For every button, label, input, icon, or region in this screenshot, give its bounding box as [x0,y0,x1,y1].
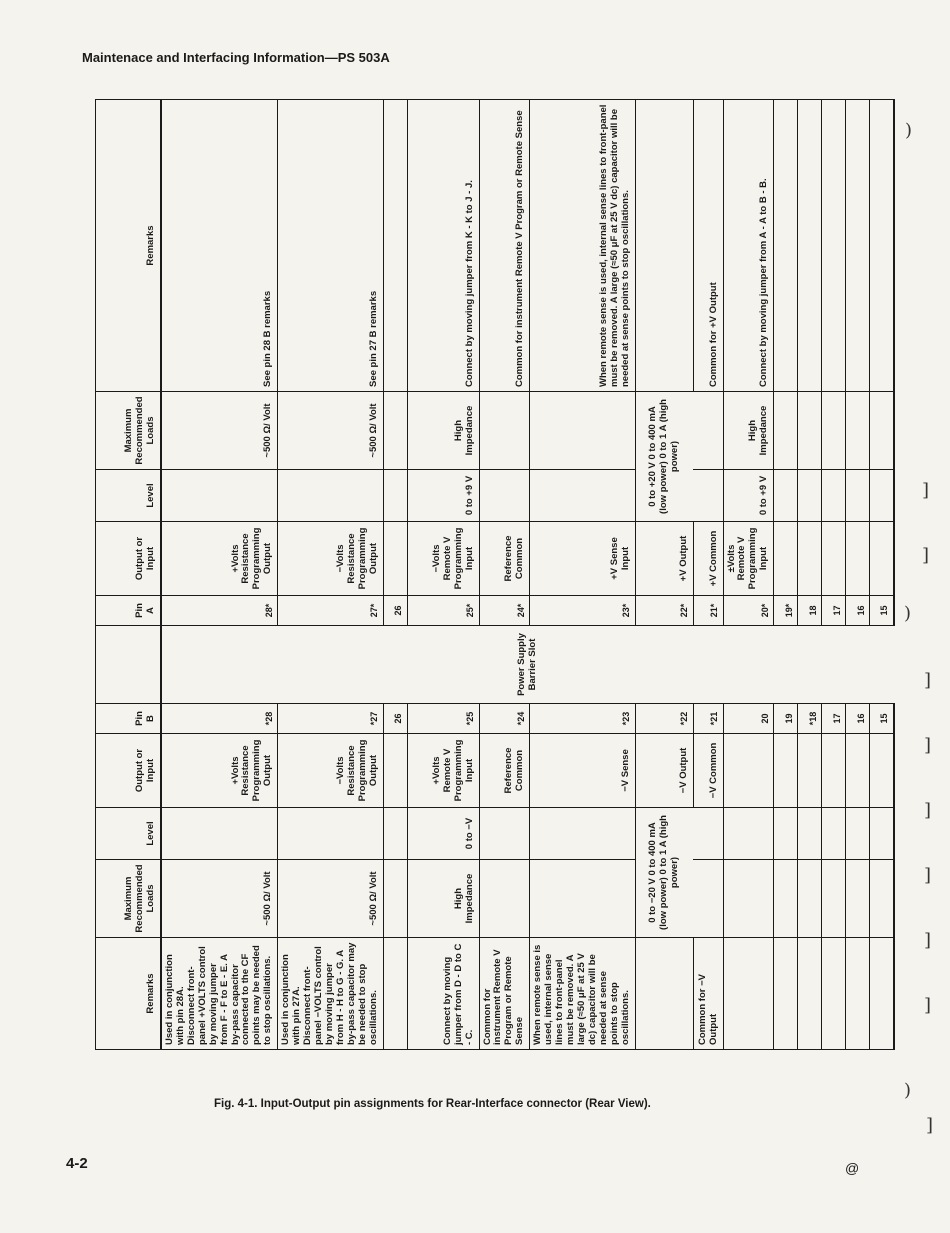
remark-cell: Common for instrument Remote V Program or Remote Sense [479,100,530,392]
load-cell [479,860,530,938]
level-cell [479,470,530,522]
pin-assignment-table [95,99,895,1050]
load-cell [723,860,774,938]
margin-bracket-icon: ] [922,545,930,566]
level-cell [530,470,635,522]
io-cell [383,522,407,596]
io-cell [798,522,822,596]
pin-table-frame [95,100,890,1050]
io-cell: Reference Common [479,734,530,808]
io-cell [723,734,774,808]
load-cell [774,392,798,470]
table-row [723,100,774,1050]
level-cell [798,470,822,522]
remark-cell: Common for +V Output [693,100,723,392]
table-row [870,100,894,1050]
load-cell [693,392,723,470]
pin-b-cell: *24 [479,704,530,734]
remark-cell: Used in conjunction with pin 28A. Disconnect front-panel +VOLTS control by moving jumper from F - F to E - E. A by-pass capacitor connected to the CF points may be needed to stop oscillations. [161,938,278,1050]
pin-a-cell: 18 [798,596,822,626]
load-cell [846,392,870,470]
level-cell [161,808,278,860]
level-cell [693,470,723,522]
io-cell: +Volts Resistance Programming Output [161,522,278,596]
io-cell: +Volts Remote V Programming Input [407,734,479,808]
remark-cell: Connect by moving jumper from K - K to J - J. [407,100,479,392]
output-range-cell: 0 to +20 V 0 to 400 mA (low power) 0 to 1 A (high power) [635,392,693,522]
level-cell [383,808,407,860]
io-cell: −V Common [693,734,723,808]
remark-cell [846,100,870,392]
margin-bracket-icon: ) [904,1080,912,1101]
col-header: Pin B [96,704,162,734]
pin-a-cell: 22* [635,596,693,626]
remark-cell [870,938,894,1050]
io-cell: +V Sense Input [530,522,635,596]
table-row [407,100,479,1050]
pin-a-cell: 17 [822,596,846,626]
load-cell: ~500 Ω/ Volt [278,392,383,470]
load-cell [822,392,846,470]
corner-mark: @ [845,1160,860,1176]
margin-bracket-icon: ] [922,480,930,501]
pin-b-cell: *27 [278,704,383,734]
table-row [846,100,870,1050]
pin-b-cell: *23 [530,704,635,734]
barrier-header [96,626,162,704]
io-cell [798,734,822,808]
col-header: Pin A [96,596,162,626]
remark-cell [846,938,870,1050]
pin-a-cell: 21* [693,596,723,626]
pin-a-cell: 19* [774,596,798,626]
table-row [693,100,723,1050]
remark-cell: Common for −V Output [693,938,723,1050]
margin-bracket-icon: ) [904,603,912,624]
margin-bracket-icon: ] [924,735,932,756]
load-cell: High Impedance [723,392,774,470]
remark-cell [635,100,693,392]
margin-bracket-icon: ] [924,930,932,951]
io-cell: −V Sense [530,734,635,808]
io-cell: −V Output [635,734,693,808]
pin-table-rotated [95,100,890,1050]
level-cell [278,470,383,522]
io-cell [822,522,846,596]
io-cell [774,734,798,808]
io-cell [870,522,894,596]
level-cell [822,808,846,860]
remark-cell [383,100,407,392]
table-header-row [96,100,162,1050]
col-header: Output or Input [96,734,162,808]
remark-cell: See pin 28 B remarks [161,100,278,392]
pin-a-cell: 28* [161,596,278,626]
pin-a-cell: 26 [383,596,407,626]
pin-a-cell: 23* [530,596,635,626]
remark-cell [774,938,798,1050]
load-cell: ~500 Ω/ Volt [278,860,383,938]
level-cell [693,808,723,860]
table-row [383,100,407,1050]
remark-cell: Used in conjunction with pin 27A. Disconnect front-panel −VOLTS control by moving jumper from H - H to G - G. A by-pass capacitor may be needed to stop oscillations. [278,938,383,1050]
pin-a-cell: 25* [407,596,479,626]
col-header: Remarks [96,100,162,392]
level-cell: 0 to +9 V [407,470,479,522]
table-row [278,100,383,1050]
level-cell [161,470,278,522]
table-row [774,100,798,1050]
level-cell [846,808,870,860]
load-cell [798,392,822,470]
io-cell [383,734,407,808]
load-cell: High Impedance [407,860,479,938]
pin-b-cell: 16 [846,704,870,734]
load-cell [798,860,822,938]
col-header: Level [96,470,162,522]
remark-cell: Common for instrument Remote V Program or Remote Sense [479,938,530,1050]
pin-b-cell: *25 [407,704,479,734]
io-cell: +Volts Resistance Programming Output [161,734,278,808]
margin-bracket-icon: ) [905,120,913,141]
table-row [822,100,846,1050]
io-cell: +V Common [693,522,723,596]
pin-a-cell: 20* [723,596,774,626]
level-cell [774,470,798,522]
pin-a-cell: 24* [479,596,530,626]
page-header: Maintenace and Interfacing Information—PS 503A [82,50,390,65]
barrier-slot-cell: Power Supply Barrier Slot [161,626,894,704]
io-cell: −Volts Remote V Programming Input [407,522,479,596]
level-cell [530,808,635,860]
table-row [798,100,822,1050]
io-cell [846,522,870,596]
load-cell: High Impedance [407,392,479,470]
table-row [635,100,693,1050]
remark-cell [798,100,822,392]
figure-caption: Fig. 4-1. Input-Output pin assignments for Rear-Interface connector (Rear View). [214,1098,651,1110]
load-cell [870,392,894,470]
remark-cell [774,100,798,392]
remark-cell: Connect by moving jumper from A - A to B - B. [723,100,774,392]
remark-cell [635,938,693,1050]
level-cell [870,808,894,860]
io-cell [846,734,870,808]
margin-bracket-icon: ] [926,1115,934,1136]
load-cell [693,860,723,938]
load-cell [383,392,407,470]
col-header: Output or Input [96,522,162,596]
level-cell [383,470,407,522]
io-cell [774,522,798,596]
load-cell [846,860,870,938]
level-cell [798,808,822,860]
remark-cell: When remote sense is used, internal sense lines to front-panel must be removed. A large (≈50 μF at 25 V dc) capacitor will be needed at sense points to stop oscillations. [530,938,635,1050]
io-cell: ±Volts Remote V Programming Input [723,522,774,596]
pin-b-cell: 19 [774,704,798,734]
level-cell [822,470,846,522]
table-row [479,100,530,1050]
pin-b-cell: 15 [870,704,894,734]
level-cell: 0 to −V [407,808,479,860]
io-cell [870,734,894,808]
level-cell [723,808,774,860]
load-cell: ~500 Ω/ Volt [161,392,278,470]
pin-a-cell: 27* [278,596,383,626]
load-cell [530,392,635,470]
io-cell: −Volts Resistance Programming Output [278,734,383,808]
remark-cell: See pin 27 B remarks [278,100,383,392]
remark-cell [870,100,894,392]
table-row [530,100,635,1050]
output-range-cell: 0 to −20 V 0 to 400 mA (low power) 0 to 1 A (high power) [635,808,693,938]
level-cell [774,808,798,860]
level-cell [870,470,894,522]
margin-bracket-icon: ] [924,865,932,886]
col-header: Maximum Recommended Loads [96,392,162,470]
level-cell [846,470,870,522]
table-row [161,100,278,1050]
pin-a-cell: 15 [870,596,894,626]
pin-b-cell: 17 [822,704,846,734]
remark-cell [723,938,774,1050]
pin-b-cell: *22 [635,704,693,734]
load-cell [774,860,798,938]
remark-cell [383,938,407,1050]
col-header: Level [96,808,162,860]
col-header: Maximum Recommended Loads [96,860,162,938]
pin-rows [161,100,894,1050]
remark-cell [798,938,822,1050]
load-cell [383,860,407,938]
remark-cell: Connect by moving jumper from D - D to C - C. [407,938,479,1050]
remark-cell [822,100,846,392]
pin-b-cell: 26 [383,704,407,734]
margin-bracket-icon: ] [924,800,932,821]
io-cell: −Volts Resistance Programming Output [278,522,383,596]
margin-bracket-icon: ] [924,670,932,691]
load-cell [479,392,530,470]
col-header: Remarks [96,938,162,1050]
pin-b-cell: 20 [723,704,774,734]
level-cell: 0 to +9 V [723,470,774,522]
io-cell: Reference Common [479,522,530,596]
level-cell [479,808,530,860]
remark-cell [822,938,846,1050]
margin-bracket-icon: ] [924,995,932,1016]
remark-cell: When remote sense is used, internal sense lines to front-panel must be removed. A large (≈50 μF at 25 V dc) capacitor will be needed at sense points to stop oscillations. [530,100,635,392]
pin-a-cell: 16 [846,596,870,626]
io-cell [822,734,846,808]
io-cell: +V Output [635,522,693,596]
load-cell [530,860,635,938]
page-number: 4-2 [66,1155,88,1172]
level-cell [278,808,383,860]
load-cell [870,860,894,938]
pin-b-cell: *28 [161,704,278,734]
load-cell [822,860,846,938]
pin-b-cell: *18 [798,704,822,734]
pin-b-cell: *21 [693,704,723,734]
load-cell: ~500 Ω/ Volt [161,860,278,938]
